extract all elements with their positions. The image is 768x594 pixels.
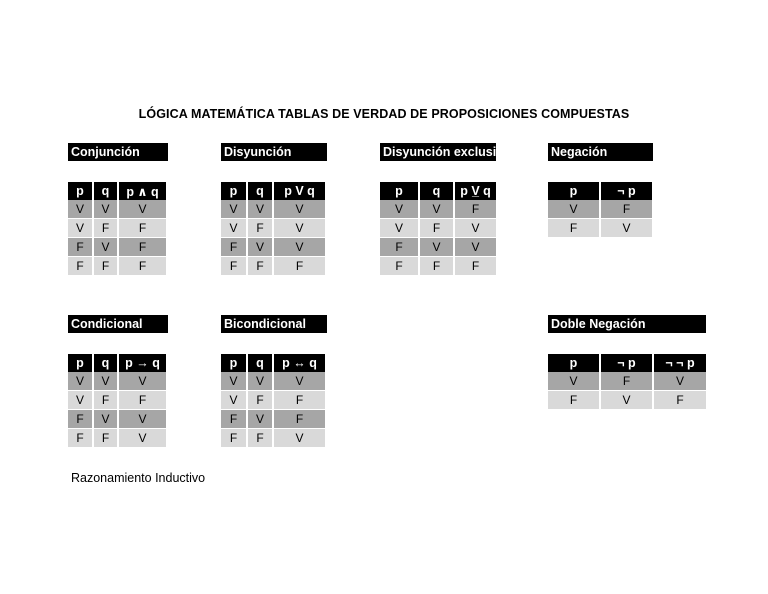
table-cell: V <box>119 372 166 391</box>
table-cell: V <box>274 200 325 219</box>
table-row <box>380 257 496 276</box>
table-cell: V <box>420 238 453 257</box>
table-cell: F <box>274 410 325 429</box>
conjuncion-heading: Conjunción <box>68 143 168 161</box>
table-cell: F <box>601 372 652 391</box>
table-cell: V <box>248 200 272 219</box>
table-cell: V <box>94 238 117 257</box>
table-cell: V <box>380 200 418 219</box>
table-cell: F <box>420 257 453 276</box>
table-cell: F <box>548 219 599 238</box>
condicional-heading: Condicional <box>68 315 168 333</box>
table-cell: F <box>548 391 599 410</box>
table-cell: F <box>68 257 92 276</box>
column-header: p <box>380 182 418 200</box>
table-cell: F <box>221 238 246 257</box>
table-cell: V <box>221 391 246 410</box>
table-row <box>548 391 706 410</box>
table-header-row <box>221 182 325 200</box>
table-row <box>380 238 496 257</box>
column-header: p <box>221 182 246 200</box>
negacion-heading: Negación <box>548 143 653 161</box>
column-header: q <box>248 354 272 372</box>
table-row <box>548 200 652 219</box>
table-row <box>380 219 496 238</box>
doble-negacion-section <box>548 315 706 333</box>
negacion-section <box>548 143 653 161</box>
table-row <box>221 391 325 410</box>
column-header: q <box>94 354 117 372</box>
table-cell: F <box>455 200 496 219</box>
table-cell: F <box>68 429 92 448</box>
table-row <box>221 410 325 429</box>
table-cell: F <box>119 257 166 276</box>
footer-text: Razonamiento Inductivo <box>71 471 206 485</box>
table-cell: V <box>601 219 652 238</box>
negacion-table <box>546 182 654 238</box>
table-cell: F <box>274 257 325 276</box>
table-cell: F <box>248 391 272 410</box>
disyuncion-exclusiva-heading: Disyunción exclusi <box>380 143 496 161</box>
table-cell: V <box>455 238 496 257</box>
table-cell: V <box>68 219 92 238</box>
table-cell: V <box>221 200 246 219</box>
table-row <box>380 200 496 219</box>
column-header: q <box>420 182 453 200</box>
table-row <box>221 200 325 219</box>
condicional-section <box>68 315 168 333</box>
table-cell: F <box>221 257 246 276</box>
table-cell: F <box>94 257 117 276</box>
table-header-row <box>221 354 325 372</box>
column-header: p <box>548 182 599 200</box>
table-cell: V <box>274 372 325 391</box>
table-cell: V <box>420 200 453 219</box>
table-cell: V <box>455 219 496 238</box>
table-header-row <box>68 182 166 200</box>
doble-negacion-heading: Doble Negación <box>548 315 706 333</box>
column-header: p <box>68 354 92 372</box>
column-header: p <box>548 354 599 372</box>
column-header: q <box>94 182 117 200</box>
bicondicional-table <box>219 354 327 448</box>
table-cell: F <box>248 257 272 276</box>
table-cell: V <box>654 372 706 391</box>
table-cell: F <box>380 257 418 276</box>
column-header: p ∧ q <box>119 182 166 200</box>
table-cell: F <box>420 219 453 238</box>
table-cell: V <box>248 372 272 391</box>
table-cell: F <box>119 238 166 257</box>
table-cell: F <box>274 391 325 410</box>
table-cell: V <box>94 200 117 219</box>
table-cell: F <box>119 219 166 238</box>
column-header: ¬ p <box>601 182 652 200</box>
table-cell: V <box>248 238 272 257</box>
table-row <box>221 257 325 276</box>
column-header: ¬ p <box>601 354 652 372</box>
column-header: ¬ ¬ p <box>654 354 706 372</box>
table-row <box>68 391 166 410</box>
conjuncion-table <box>66 182 168 276</box>
table-cell: V <box>274 429 325 448</box>
column-header: p ↔ q <box>274 354 325 372</box>
table-cell: F <box>94 391 117 410</box>
table-cell: V <box>274 219 325 238</box>
table-cell: F <box>248 219 272 238</box>
column-header: p V̲ q <box>455 182 496 200</box>
table-header-row <box>68 354 166 372</box>
table-cell: F <box>94 429 117 448</box>
doble-negacion-table <box>546 354 708 410</box>
table-cell: F <box>68 238 92 257</box>
table-cell: V <box>380 219 418 238</box>
table-cell: V <box>548 372 599 391</box>
table-cell: F <box>248 429 272 448</box>
table-cell: V <box>221 219 246 238</box>
column-header: p → q <box>119 354 166 372</box>
table-cell: V <box>248 410 272 429</box>
table-cell: F <box>654 391 706 410</box>
table-cell: F <box>119 391 166 410</box>
table-row <box>68 372 166 391</box>
table-cell: F <box>221 429 246 448</box>
table-cell: V <box>548 200 599 219</box>
table-row <box>68 410 166 429</box>
table-cell: F <box>601 200 652 219</box>
column-header: p <box>68 182 92 200</box>
table-cell: V <box>221 372 246 391</box>
table-row <box>548 219 652 238</box>
table-header-row <box>380 182 496 200</box>
disyuncion-table <box>219 182 327 276</box>
table-cell: V <box>274 238 325 257</box>
table-row <box>68 219 166 238</box>
table-cell: F <box>68 410 92 429</box>
table-row <box>68 429 166 448</box>
table-cell: V <box>68 391 92 410</box>
table-cell: V <box>119 200 166 219</box>
table-cell: F <box>455 257 496 276</box>
page-title: LÓGICA MATEMÁTICA TABLAS DE VERDAD DE PROPOSICIONES COMPUESTAS <box>138 107 630 121</box>
table-header-row <box>548 182 652 200</box>
table-row <box>221 238 325 257</box>
table-cell: F <box>380 238 418 257</box>
table-row <box>221 429 325 448</box>
bicondicional-section <box>221 315 327 333</box>
conjuncion-section <box>68 143 168 161</box>
table-cell: V <box>68 200 92 219</box>
disyuncion-exclusiva-table <box>378 182 498 276</box>
table-row <box>548 372 706 391</box>
table-cell: V <box>94 410 117 429</box>
table-cell: V <box>601 391 652 410</box>
table-cell: V <box>68 372 92 391</box>
condicional-table <box>66 354 168 448</box>
table-row <box>68 257 166 276</box>
table-row <box>221 219 325 238</box>
table-row <box>221 372 325 391</box>
table-header-row <box>548 354 706 372</box>
column-header: p V q <box>274 182 325 200</box>
bicondicional-heading: Bicondicional <box>221 315 327 333</box>
column-header: q <box>248 182 272 200</box>
disyuncion-section <box>221 143 327 161</box>
table-cell: V <box>119 410 166 429</box>
table-cell: F <box>221 410 246 429</box>
disyuncion-heading: Disyunción <box>221 143 327 161</box>
table-cell: F <box>94 219 117 238</box>
disyuncion-exclusiva-section <box>380 143 496 161</box>
table-cell: V <box>119 429 166 448</box>
table-cell: V <box>94 372 117 391</box>
column-header: p <box>221 354 246 372</box>
table-row <box>68 200 166 219</box>
table-row <box>68 238 166 257</box>
